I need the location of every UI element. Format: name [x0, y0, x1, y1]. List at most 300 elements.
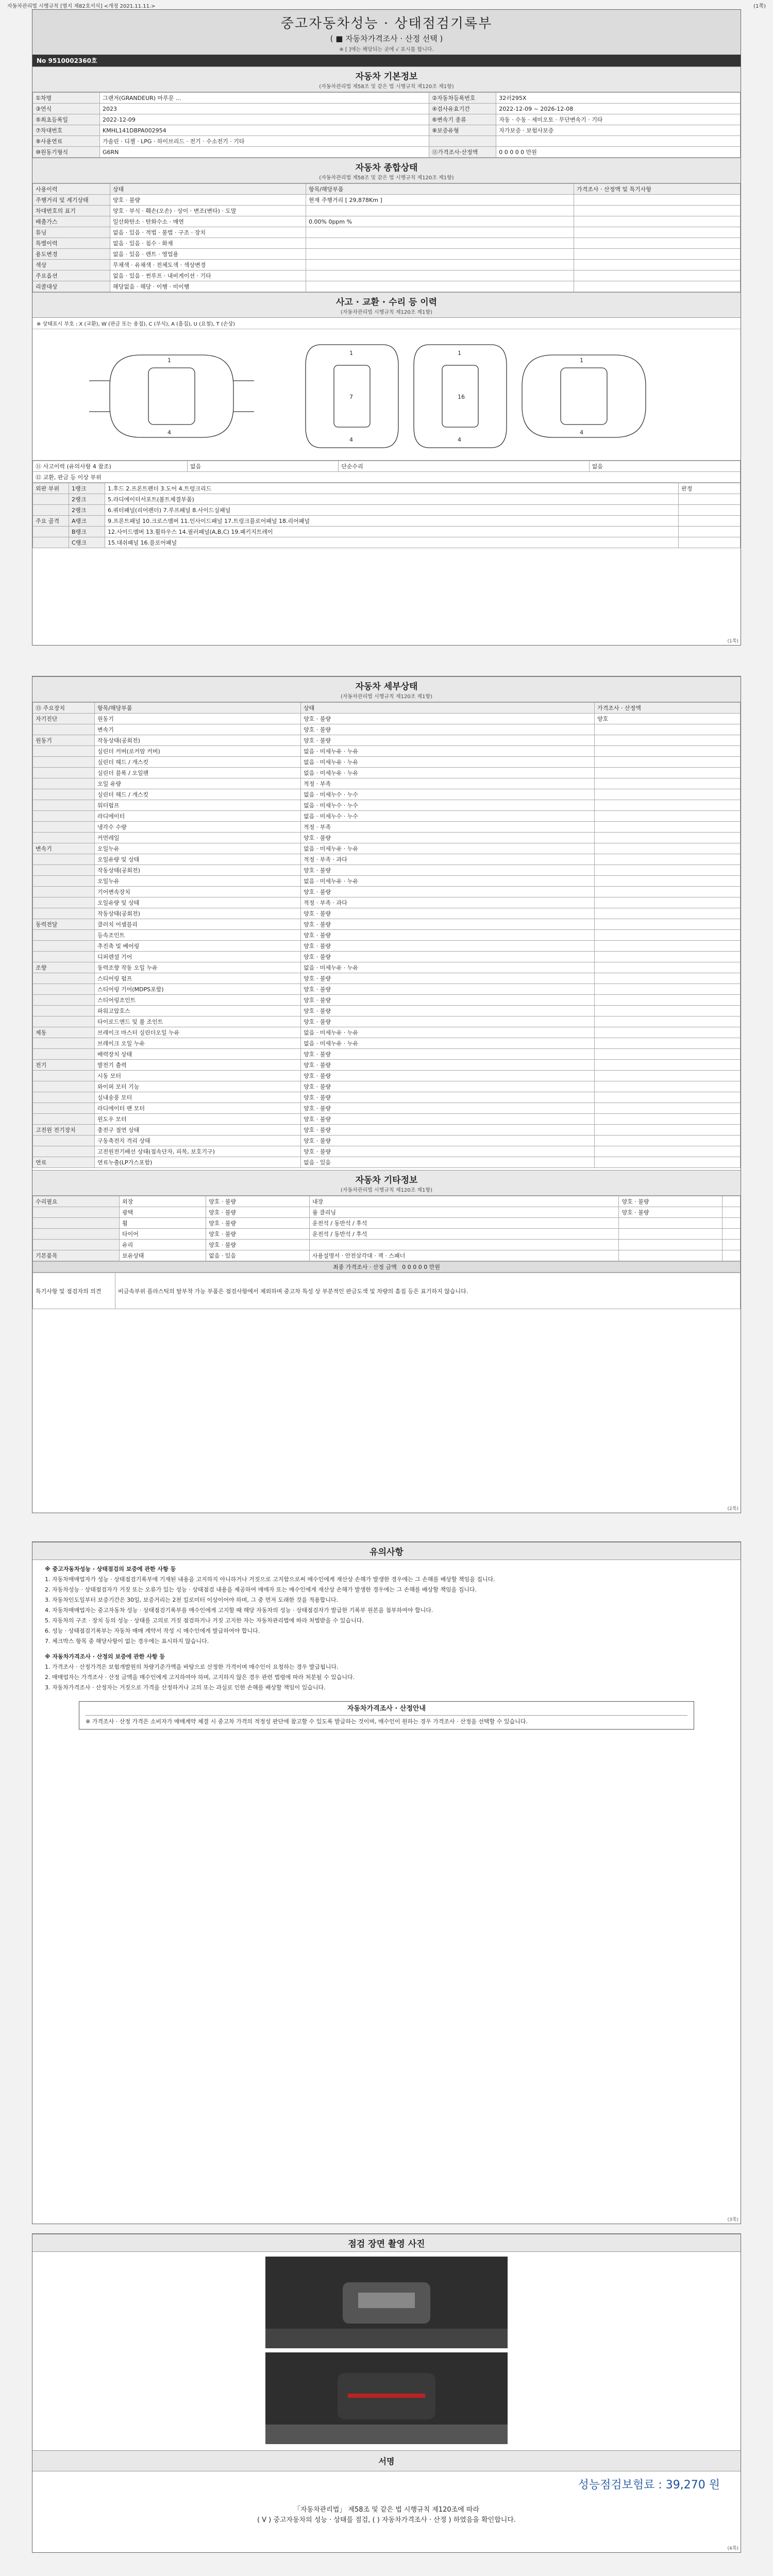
rank-group: [33, 527, 69, 537]
detail-row: [33, 887, 741, 897]
summary-cell: 용도변경: [33, 249, 110, 260]
detail-state: 양호 · 불량: [301, 1136, 595, 1146]
detail-col-1: 항목/해당부품: [95, 703, 301, 714]
detail-group: [33, 768, 95, 778]
guide-notes: [32, 1560, 741, 1697]
other-sub: (자동차관리법 시행규칙 제120조 제1항): [340, 1188, 433, 1193]
detail-remark: [595, 1006, 741, 1016]
detail-row: [33, 1071, 741, 1081]
detail-item: 오일누유: [95, 876, 301, 887]
detail-row: [33, 1125, 741, 1136]
summary-cell: [574, 281, 741, 292]
detail-item: 윈도우 모터: [95, 1114, 301, 1125]
detail-row: [33, 962, 741, 973]
detail-item: 클러치 어셈블리: [95, 919, 301, 930]
other-cell: 내장: [310, 1196, 619, 1207]
other-section-title: [32, 1170, 741, 1196]
accident-history-val: 없음: [188, 461, 339, 472]
rank-remark: [679, 505, 741, 516]
basic-row: [33, 136, 741, 147]
other-cell: 운전석 / 동반석 / 후석: [310, 1229, 619, 1240]
detail-item: 실린더 커버(로커암 커버): [95, 746, 301, 757]
special-label: 특기사항 및 점검자의 의견: [33, 1273, 115, 1309]
detail-group: [33, 800, 95, 811]
detail-remark: [595, 1038, 741, 1049]
summary-cell: [574, 195, 741, 206]
detail-item: 오일유량 및 상태: [95, 854, 301, 865]
detail-col-3: 가격조사 · 산정액: [595, 703, 741, 714]
basic-cell: ⑧보증유형: [429, 125, 496, 136]
other-cell: [33, 1218, 120, 1229]
detail-group: [33, 876, 95, 887]
detail-item: 동력조향 작동 오일 누유: [95, 962, 301, 973]
guide-item: 4. 자동차매매업자는 중고자동차 성능 · 상태점검기록부를 매수인에게 고지할 때 해당 자동차의 성능 · 상태점검자가 발급한 기록부 원본을 첨부하여야 합니다.: [45, 1607, 433, 1614]
detail-state: 적정 · 부족: [301, 822, 595, 833]
detail-sub: (자동차관리법 시행규칙 제120조 제1항): [340, 694, 433, 700]
page-3: [32, 1541, 741, 2224]
svg-text:4: 4: [349, 436, 353, 443]
other-remark: [722, 1250, 741, 1261]
summary-cell: 차대번호의 표기: [33, 206, 110, 216]
other-cell: 외장: [120, 1196, 206, 1207]
other-row: [33, 1218, 741, 1229]
rank-items: 9.프론트패널 10.크로스멤버 11.인사이드패널 17.트렁크플로어패널 18.리어패널: [105, 516, 679, 527]
rank-items: 5.라디에이터서포트(볼트체결부품): [105, 494, 679, 505]
detail-group: [33, 1038, 95, 1049]
summary-cell: 없음 · 있음 · 썬루프 · 내비게이션 · 기타: [110, 270, 306, 281]
summary-cell: 주행거리 및 계기상태: [33, 195, 110, 206]
detail-row: [33, 1136, 741, 1146]
detail-item: 디퍼렌셜 기어: [95, 952, 301, 962]
detail-row: [33, 952, 741, 962]
summary-cell: 해당없음 · 해당 · 이행 · 미이행: [110, 281, 306, 292]
detail-item: 라디에이터 팬 모터: [95, 1103, 301, 1114]
detail-state: 없음 · 미세누유 · 누유: [301, 876, 595, 887]
guide-box-title: 자동차가격조사 · 산정안내: [86, 1705, 687, 1716]
detail-group: [33, 746, 95, 757]
detail-state: 양호 · 불량: [301, 1092, 595, 1103]
basic-sub: (자동차관리법 제58조 및 같은 법 시행규칙 제120조 제1항): [319, 84, 454, 90]
rank-level: 2랭크: [69, 494, 105, 505]
guide-title: 유의사항: [369, 1547, 404, 1557]
detail-state: 양호 · 불량: [301, 1006, 595, 1016]
summary-col-1: 상태: [110, 184, 306, 195]
detail-state: 없음 · 미세누유 · 누유: [301, 768, 595, 778]
accident-title: 사고 · 교환 · 수리 등 이력: [335, 297, 438, 308]
rank-group: 주요 골격: [33, 516, 69, 527]
detail-remark: [595, 1125, 741, 1136]
detail-section-title: [32, 676, 741, 702]
detail-state: 양호 · 불량: [301, 1060, 595, 1071]
detail-remark: [595, 919, 741, 930]
detail-row: [33, 1114, 741, 1125]
detail-row: [33, 757, 741, 768]
detail-state: 양호 · 불량: [301, 887, 595, 897]
basic-cell: 2022-12-09: [100, 114, 429, 125]
detail-row: [33, 1049, 741, 1060]
guide-section-title: [32, 1542, 741, 1560]
summary-row: [33, 227, 741, 238]
detail-item: 타이로드엔드 및 볼 조인트: [95, 1016, 301, 1027]
summary-cell: 없음 · 있음 · 적법 · 불법 · 구조 · 장치: [110, 227, 306, 238]
rank-remark: [679, 527, 741, 537]
basic-cell: 32러295X: [496, 93, 741, 104]
summary-cell: 없음 · 있음 · 렌트 · 영업용: [110, 249, 306, 260]
accident-sub: (자동차관리법 시행규칙 제120조 제1항): [340, 310, 433, 315]
detail-remark: [595, 1157, 741, 1168]
total-label: 최종 가격조사 · 산정 금액: [333, 1264, 397, 1270]
detail-group: [33, 1081, 95, 1092]
other-cell: [310, 1240, 619, 1250]
guide-item-2: 3. 자동차가격조사 · 산정자는 거짓으로 가격을 산정하거나 고의 또는 과실로 인한 손해를 배상할 책임이 있습니다.: [45, 1684, 326, 1691]
total-val: 0 0 0 0 0 만원: [402, 1264, 440, 1270]
detail-remark: [595, 789, 741, 800]
detail-remark: [595, 973, 741, 984]
summary-cell: 튜닝: [33, 227, 110, 238]
detail-remark: [595, 768, 741, 778]
detail-state: 적정 · 부족 · 과다: [301, 897, 595, 908]
other-cell: [619, 1250, 722, 1261]
detail-state: 양호 · 불량: [301, 952, 595, 962]
detail-state: 없음 · 미세누유 · 누유: [301, 1038, 595, 1049]
summary-cell: 양호 · 부식 · 훼손(오손) · 상이 · 변조(변타) · 도말: [110, 206, 306, 216]
detail-state: 양호 · 불량: [301, 833, 595, 843]
detail-item: 오일누유: [95, 843, 301, 854]
basic-cell: ④검사유효기간: [429, 104, 496, 114]
total-row: [33, 1262, 741, 1273]
detail-remark: [595, 757, 741, 768]
summary-cell: [306, 281, 574, 292]
detail-item: 브레이크 오일 누유: [95, 1038, 301, 1049]
detail-remark: [595, 865, 741, 876]
accident-repair-val: 없음: [589, 461, 740, 472]
detail-group: [33, 1071, 95, 1081]
other-cell: 양호 · 불량: [206, 1218, 310, 1229]
detail-row: [33, 984, 741, 995]
footer-text: [32, 2502, 741, 2526]
detail-state: 없음 · 미세누수 · 누수: [301, 789, 595, 800]
basic-cell: G6RN: [100, 147, 429, 158]
detail-row: [33, 854, 741, 865]
detail-row: [33, 746, 741, 757]
doc-notice: ※ [ ]에는 해당되는 곳에 √ 표시를 합니다.: [339, 47, 434, 53]
other-remark: [722, 1196, 741, 1207]
summary-row: [33, 206, 741, 216]
detail-remark: [595, 1016, 741, 1027]
detail-group: [33, 1006, 95, 1016]
basic-row: [33, 114, 741, 125]
detail-state: 양호 · 불량: [301, 865, 595, 876]
rank-group: 외판 부위: [33, 483, 69, 494]
basic-cell: ⑪가격조사·산정액: [429, 147, 496, 158]
summary-cell: 일산화탄소 · 탄화수소 · 매연: [110, 216, 306, 227]
basic-cell: 가솔린 · 디젤 · LPG · 하이브리드 · 전기 · 수소전기 · 기타: [100, 136, 429, 147]
detail-item: 라디에이터: [95, 811, 301, 822]
detail-row: [33, 973, 741, 984]
summary-sub: (자동차관리법 제58조 및 같은 법 시행규칙 제120조 제1항): [319, 175, 454, 181]
detail-item: 시동 모터: [95, 1071, 301, 1081]
detail-row: [33, 1060, 741, 1071]
basic-cell: 2023: [100, 104, 429, 114]
detail-title: 자동차 세부상태: [355, 682, 418, 692]
detail-state: 양호 · 불량: [301, 1016, 595, 1027]
detail-group: [33, 930, 95, 941]
detail-item: 구동축전지 격리 상태: [95, 1136, 301, 1146]
detail-group: [33, 1146, 95, 1157]
other-cell: 양호 · 불량: [206, 1207, 310, 1218]
detail-row: [33, 1146, 741, 1157]
detail-state: 없음 · 미세누유 · 누유: [301, 757, 595, 768]
detail-group: [33, 908, 95, 919]
detail-row: [33, 724, 741, 735]
detail-group: [33, 1049, 95, 1060]
basic-row: [33, 125, 741, 136]
detail-row: [33, 1038, 741, 1049]
other-cell: 기본품목: [33, 1250, 120, 1261]
detail-item: 오일유량 및 상태: [95, 897, 301, 908]
other-cell: 양호 · 불량: [206, 1240, 310, 1250]
summary-cell: [306, 206, 574, 216]
detail-item: 스티어링 펌프: [95, 973, 301, 984]
detail-row: [33, 1006, 741, 1016]
svg-text:16: 16: [458, 394, 465, 400]
page-number-4: (4쪽): [727, 2546, 738, 2551]
detail-state: 없음 · 미세누수 · 누수: [301, 811, 595, 822]
other-cell: 타이어: [120, 1229, 206, 1240]
accident-section-title: [32, 292, 741, 318]
summary-section-title: [32, 158, 741, 183]
detail-remark: [595, 1092, 741, 1103]
svg-text:4: 4: [580, 429, 583, 436]
rank-level: A랭크: [69, 516, 105, 527]
detail-item: 실내송풍 모터: [95, 1092, 301, 1103]
detail-remark: [595, 811, 741, 822]
other-row: [33, 1229, 741, 1240]
detail-row: [33, 995, 741, 1006]
inspection-photo-front: [265, 2257, 508, 2348]
detail-remark: [595, 1049, 741, 1060]
detail-remark: [595, 822, 741, 833]
summary-cell: [574, 270, 741, 281]
detail-row: [33, 843, 741, 854]
detail-remark: [595, 800, 741, 811]
rank-items: 6.쿼터패널(리어펜더) 7.루프패널 8.사이드실패널: [105, 505, 679, 516]
basic-cell: [496, 136, 741, 147]
rank-level: B랭크: [69, 527, 105, 537]
basic-cell: KMHL141DBPA002954: [100, 125, 429, 136]
rank-row: [33, 494, 741, 505]
guide-item: 3. 자동차인도일부터 보증기간은 30일, 보증거리는 2천 킬로미터 이상이어야 하며, 그 중 먼저 도래한 것을 적용합니다.: [45, 1597, 339, 1603]
detail-remark: [595, 843, 741, 854]
detail-row: [33, 735, 741, 746]
special-table: [32, 1273, 741, 1309]
rank-items: 15.대쉬패널 16.플로어패널: [105, 537, 679, 548]
detail-remark: [595, 887, 741, 897]
detail-row: [33, 800, 741, 811]
detail-remark: [595, 908, 741, 919]
rank-table: [32, 483, 741, 548]
accident-history-label: ⑪ 사고이력 (유의사항 4 참조): [33, 461, 188, 472]
summary-cell: [306, 227, 574, 238]
detail-group: [33, 952, 95, 962]
page-number-3: (3쪽): [727, 2217, 738, 2223]
other-cell: 수리필요: [33, 1196, 120, 1207]
summary-cell: 현재 주행거리 [ 29,878Km ]: [306, 195, 574, 206]
car-diagram: [32, 329, 741, 461]
detail-state: 없음 · 미세누유 · 누유: [301, 1027, 595, 1038]
detail-item: 실린더 헤드 / 개스킷: [95, 757, 301, 768]
detail-remark: [595, 724, 741, 735]
summary-cell: [306, 270, 574, 281]
detail-remark: 양호: [595, 714, 741, 724]
basic-table: [32, 92, 741, 158]
detail-item: 실린더 블록 / 오일팬: [95, 768, 301, 778]
page-number-2: (2쪽): [727, 1506, 738, 1512]
detail-row: [33, 822, 741, 833]
detail-row: [33, 1081, 741, 1092]
basic-cell: ⑨사용연료: [33, 136, 100, 147]
detail-row: [33, 811, 741, 822]
rank-row: [33, 483, 741, 494]
detail-item: 오일 유량: [95, 778, 301, 789]
other-cell: [619, 1218, 722, 1229]
accident-legend: ※ 상태표시 부호 : X (교환), W (판금 또는 용접), C (부식), A (흠집), U (요철), T (손상): [32, 318, 741, 329]
detail-group: [33, 897, 95, 908]
detail-state: 없음 · 미세누유 · 누유: [301, 843, 595, 854]
detail-state: 양호 · 불량: [301, 1049, 595, 1060]
detail-remark: [595, 746, 741, 757]
summary-cell: [574, 249, 741, 260]
guide-item: 7. 체크박스 항목 중 해당사항이 없는 경우에는 표시하지 않습니다.: [45, 1638, 209, 1645]
detail-state: 양호 · 불량: [301, 1125, 595, 1136]
guide-item: 2. 자동차성능 · 상태점검자가 거짓 또는 오류가 있는 성능 · 상태점검 내용을 제공하여 매매자 또는 매수인에게 재산상 손해가 발생한 경우에는 그 손해를 배상할 책임을 집니다.: [45, 1586, 477, 1593]
summary-row: [33, 216, 741, 227]
detail-group: 원동기: [33, 735, 95, 746]
detail-group: 변속기: [33, 843, 95, 854]
other-row: [33, 1240, 741, 1250]
detail-group: [33, 854, 95, 865]
other-cell: 휠: [120, 1218, 206, 1229]
basic-cell: ②자동차등록번호: [429, 93, 496, 104]
detail-item: 브레이크 마스터 실린더오일 누유: [95, 1027, 301, 1038]
rank-level: 2랭크: [69, 505, 105, 516]
detail-col-2: 상태: [301, 703, 595, 714]
summary-cell: 리콜대상: [33, 281, 110, 292]
detail-remark: [595, 941, 741, 952]
other-cell: [619, 1229, 722, 1240]
detail-row: [33, 897, 741, 908]
basic-title: 자동차 기본정보: [355, 72, 418, 82]
detail-item: 스티어링조인트: [95, 995, 301, 1006]
detail-state: 양호 · 불량: [301, 941, 595, 952]
detail-item: 스티어링 기어(MDPS포함): [95, 984, 301, 995]
basic-cell: ③연식: [33, 104, 100, 114]
detail-group: 자기진단: [33, 714, 95, 724]
basic-cell: ⑥변속기 종류: [429, 114, 496, 125]
svg-text:1: 1: [458, 350, 461, 357]
svg-text:1: 1: [349, 350, 353, 357]
rank-remark: [679, 537, 741, 548]
other-cell: [619, 1240, 722, 1250]
detail-state: 양호 · 불량: [301, 919, 595, 930]
detail-item: 고전원전기배선 상태(접속단자, 피복, 보호기구): [95, 1146, 301, 1157]
summary-cell: [574, 206, 741, 216]
detail-remark: [595, 984, 741, 995]
detail-group: [33, 1114, 95, 1125]
detail-group: [33, 724, 95, 735]
other-table: [32, 1196, 741, 1261]
other-cell: 사용설명서 · 안전삼각대 · 잭 · 스패너: [310, 1250, 619, 1261]
summary-row: [33, 270, 741, 281]
other-cell: 양호 · 불량: [206, 1196, 310, 1207]
detail-remark: [595, 995, 741, 1006]
summary-cell: 0.00% 0ppm %: [306, 216, 574, 227]
detail-item: 실린더 헤드 / 개스킷: [95, 789, 301, 800]
other-remark: [722, 1218, 741, 1229]
summary-cell: [574, 227, 741, 238]
guide-item: 5. 자동차의 구조 · 장치 등의 성능 · 상태를 고의로 거짓 점검하거나 거짓 고지한 자는 자동차관리법에 따라 처벌받을 수 있습니다.: [45, 1617, 364, 1624]
rank-items: 1.후드 2.프론트펜더 3.도어 4.트렁크리드: [105, 483, 679, 494]
detail-state: 양호 · 불량: [301, 735, 595, 746]
rank-group: [33, 505, 69, 516]
doc-header: [32, 10, 741, 55]
detail-state: 없음 · 미세누유 · 누유: [301, 746, 595, 757]
basic-cell: [429, 136, 496, 147]
basic-cell: 그랜저(GRANDEUR) 마루문 ...: [100, 93, 429, 104]
detail-state: 양호 · 불량: [301, 995, 595, 1006]
svg-text:1: 1: [167, 357, 171, 364]
detail-remark: [595, 833, 741, 843]
guide-item-2: 2. 매매업자는 가격조사 · 산정 금액을 매수인에게 고지하여야 하며, 고지하지 않은 경우 관련 법령에 따라 처분될 수 있습니다.: [45, 1674, 355, 1681]
detail-remark: [595, 778, 741, 789]
summary-cell: [306, 238, 574, 249]
detail-item: 기어변속장치: [95, 887, 301, 897]
detail-item: 와이퍼 모터 기능: [95, 1081, 301, 1092]
detail-state: 양호 · 불량: [301, 724, 595, 735]
summary-cell: 색상: [33, 260, 110, 270]
other-row: [33, 1250, 741, 1261]
detail-remark: [595, 876, 741, 887]
photos-section-title: [32, 2234, 741, 2252]
summary-cell: [574, 238, 741, 249]
summary-cell: 없음 · 있음 · 침수 · 화재: [110, 238, 306, 249]
detail-item: 추진축 및 베어링: [95, 941, 301, 952]
detail-group: [33, 865, 95, 876]
rank-row: [33, 505, 741, 516]
detail-state: 양호 · 불량: [301, 1114, 595, 1125]
basic-cell: ①차명: [33, 93, 100, 104]
svg-text:7: 7: [349, 394, 353, 400]
detail-row: [33, 768, 741, 778]
other-cell: 양호 · 불량: [206, 1229, 310, 1240]
detail-remark: [595, 735, 741, 746]
basic-cell: ⑤최초등록일: [33, 114, 100, 125]
detail-state: 양호 · 불량: [301, 714, 595, 724]
page-2: [32, 676, 741, 1513]
footer-line-1: 「자동차관리법」 제58조 및 같은 법 시행규칙 제120조에 따라: [294, 2506, 479, 2514]
car-diagram-svg: [32, 329, 742, 461]
basic-section-title: [32, 66, 741, 92]
detail-table: [32, 702, 741, 1168]
detail-item: 원동기: [95, 714, 301, 724]
detail-state: 양호 · 불량: [301, 1071, 595, 1081]
detail-remark: [595, 1136, 741, 1146]
rank-row: [33, 516, 741, 527]
summary-cell: [306, 260, 574, 270]
rank-row: [33, 537, 741, 548]
detail-state: 양호 · 불량: [301, 1103, 595, 1114]
detail-state: 없음 · 미세누수 · 누수: [301, 800, 595, 811]
